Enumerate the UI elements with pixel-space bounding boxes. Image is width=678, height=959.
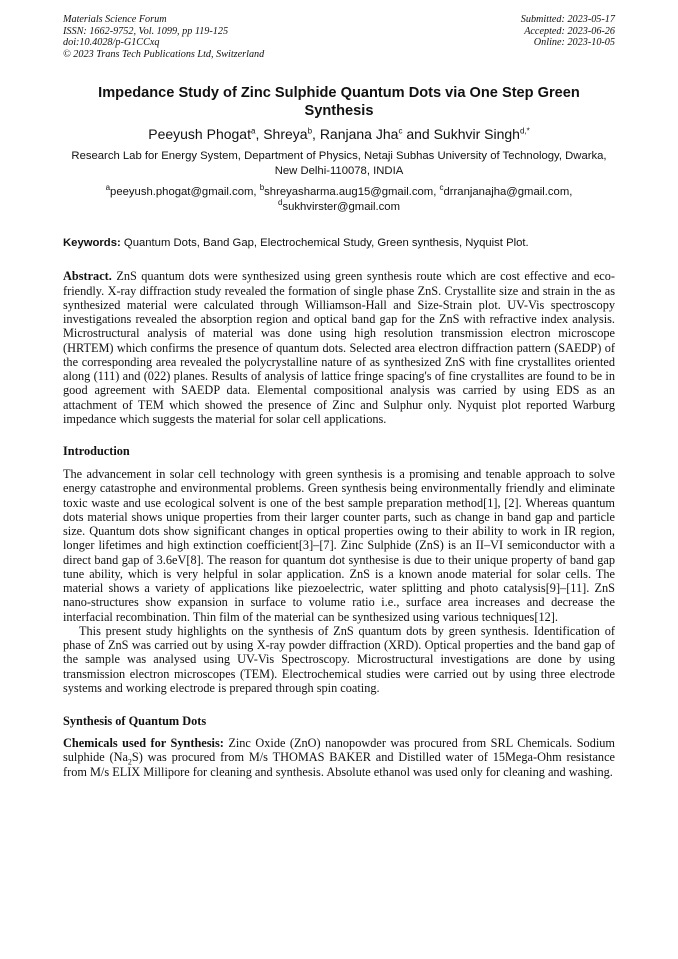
publication-dates	[521, 14, 615, 60]
author-list	[63, 126, 615, 143]
author-separator: ,	[255, 126, 264, 143]
author-separator: ,	[312, 126, 320, 143]
author-email[interactable]: peeyush.phogat@gmail.com	[110, 186, 254, 199]
author-marker: a	[250, 126, 256, 136]
submitted-date: Submitted: 2023-05-17	[520, 14, 615, 25]
accepted-date: Accepted: 2023-06-26	[524, 25, 615, 37]
author-separator: and	[402, 126, 434, 143]
introduction-paragraph: This present study highlights on the synthesis of ZnS quantum dots by green synthesis. Identification of phase of ZnS was carried out by using X-ray powder diffraction (XRD). Optical properties and the band gap of the sample was analysed using UV-Vis Spectroscopy. Microstructural investigations are done by using transmission electron microscopes (TEM). Electrochemical studies were carried out by using three electrode systems and working electrode is prepared through spin coating.	[63, 623, 615, 695]
author-marker: c	[398, 126, 403, 136]
online-date: Online: 2023-10-05	[533, 37, 615, 49]
author-marker: b	[307, 126, 313, 136]
author-name: Sukhvir Singh	[433, 126, 520, 143]
chemical-subscript: 2	[127, 757, 132, 767]
author-name: Shreya	[263, 126, 308, 143]
introduction-paragraph: The advancement in solar cell technology with green synthesis is a promising and tenable approach to solve energy catastrophe and environmental problems. Green synthesis being environmentally friendly and eliminate toxic waste and use ecological solvent is one of the best sample preparation method[1], [2]. Whereas quantum dots material shows unique properties from their larger counter parts, such as change in band gap and particle size. Quantum dots show significant changes in optical properties owing to their ability to work in IR region, longer lifetimes and high extinction coefficient[3]–[7]. Zinc Sulphide (ZnS) is an II–VI semiconductor with a direct band gap of 3.6eV[8]. The reason for quantum dot synthesise is due to their unique property of band gap tune ability, which is very helpful in solar application. ZnS is a known anode material for solar cells. The material shows a variety of applications like piezoelectric, water splitting and photo catalysis[9]–[11]. ZnS nano-structures show expansion in surface to volume ratio i.e., surface area increases and decrease the interfacial recombination. Thin film of the material can be synthesized using various techniques[12].	[63, 467, 615, 624]
chemicals-text: Zinc Oxide (ZnO) nanopowder was procured from SRL Chemicals. Sodium sulphide (Na	[63, 736, 615, 765]
email-marker: c	[439, 183, 444, 193]
email-marker: d	[277, 198, 283, 208]
journal-copyright: © 2023 Trans Tech Publications Ltd, Switzerland	[63, 48, 265, 60]
journal-name: Materials Science Forum	[63, 14, 167, 25]
author-emails: $^a$peeyush.phogat@gmail.com, $^b$shreyasharma.aug15@gmail.com, $^c$drranjanajha@gmail.com, $^d$sukhvirster@gmail.com	[105, 183, 573, 213]
author-email[interactable]: shreyasharma.aug15@gmail.com	[264, 186, 434, 199]
journal-issn: ISSN: 1662-9752, Vol. 1099, pp 119-125	[63, 25, 229, 37]
chemicals-paragraph	[63, 736, 615, 779]
abstract	[63, 269, 615, 426]
section-heading-synthesis: Synthesis of Quantum Dots	[63, 714, 207, 729]
email-marker: a	[105, 183, 111, 193]
abstract-text: ZnS quantum dots were synthesized using green synthesis route which are cost effective and eco-friendly. X-ray diffraction study revealed the formation of single phase ZnS. Crystallite size and strain in the as synthesized material were calculated through Williamson-Hall and Size-Strain plot. UV-Vis spectroscopy investigations revealed the absorption region and optical band gap for the ZnS with refractive index analysis. Microstructural analysis of material was done using high resolution transmission electron microscope (HRTEM) which confirms the presence of quantum dots. Selected area electron diffraction pattern (SAEDP) of the corresponding area revealed the polycrystalline nature of as synthesized ZnS with fine crystallites oriented along (111) and (022) planes. Results of analysis of lattice fringe spacing's of fine crystallites are found to be in good agreement with SAEDP data. Elemental compositional analysis was carried by using EDS as an attachment of TEM which showed the presence of Zinc and Sulphur only. Nyquist plot reported Warburg impedance which suggests the material for solar cell applications.	[63, 269, 615, 426]
paper-title: Impedance Study of Zinc Sulphide Quantum Dots via One Step Green Synthesis	[98, 85, 580, 119]
author-email[interactable]: sukhvirster@gmail.com	[282, 200, 400, 213]
keywords-text: Quantum Dots, Band Gap, Electrochemical Study, Green synthesis, Nyquist Plot.	[123, 237, 529, 250]
author-name: Peeyush Phogat	[148, 126, 251, 143]
journal-doi[interactable]: doi:10.4028/p-G1CCxq	[63, 37, 160, 49]
affiliation: Research Lab for Energy System, Department of Physics, Netaji Subhas University of Technology, Dwarka, New Delhi-110078, INDIA	[71, 150, 607, 178]
journal-header	[63, 14, 615, 60]
keywords	[63, 236, 615, 250]
section-heading-introduction: Introduction	[63, 444, 130, 459]
author-email[interactable]: drranjanajha@gmail.com	[443, 186, 570, 199]
journal-info	[63, 14, 264, 60]
abstract-label: Abstract.	[63, 269, 112, 284]
keywords-label: Keywords:	[63, 237, 121, 250]
author-name: Ranjana Jha	[319, 126, 399, 143]
email-marker: b	[259, 183, 265, 193]
author-marker: d,*	[519, 126, 530, 136]
chemicals-text-cont: S) was procured from M/s THOMAS BAKER and Distilled water of 15Mega-Ohm resistance from M/s ELIX Millipore for cleaning and synthesis. Absolute ethanol was used only for cleaning and washing.	[63, 750, 615, 779]
chemicals-label: Chemicals used for Synthesis:	[63, 736, 224, 751]
